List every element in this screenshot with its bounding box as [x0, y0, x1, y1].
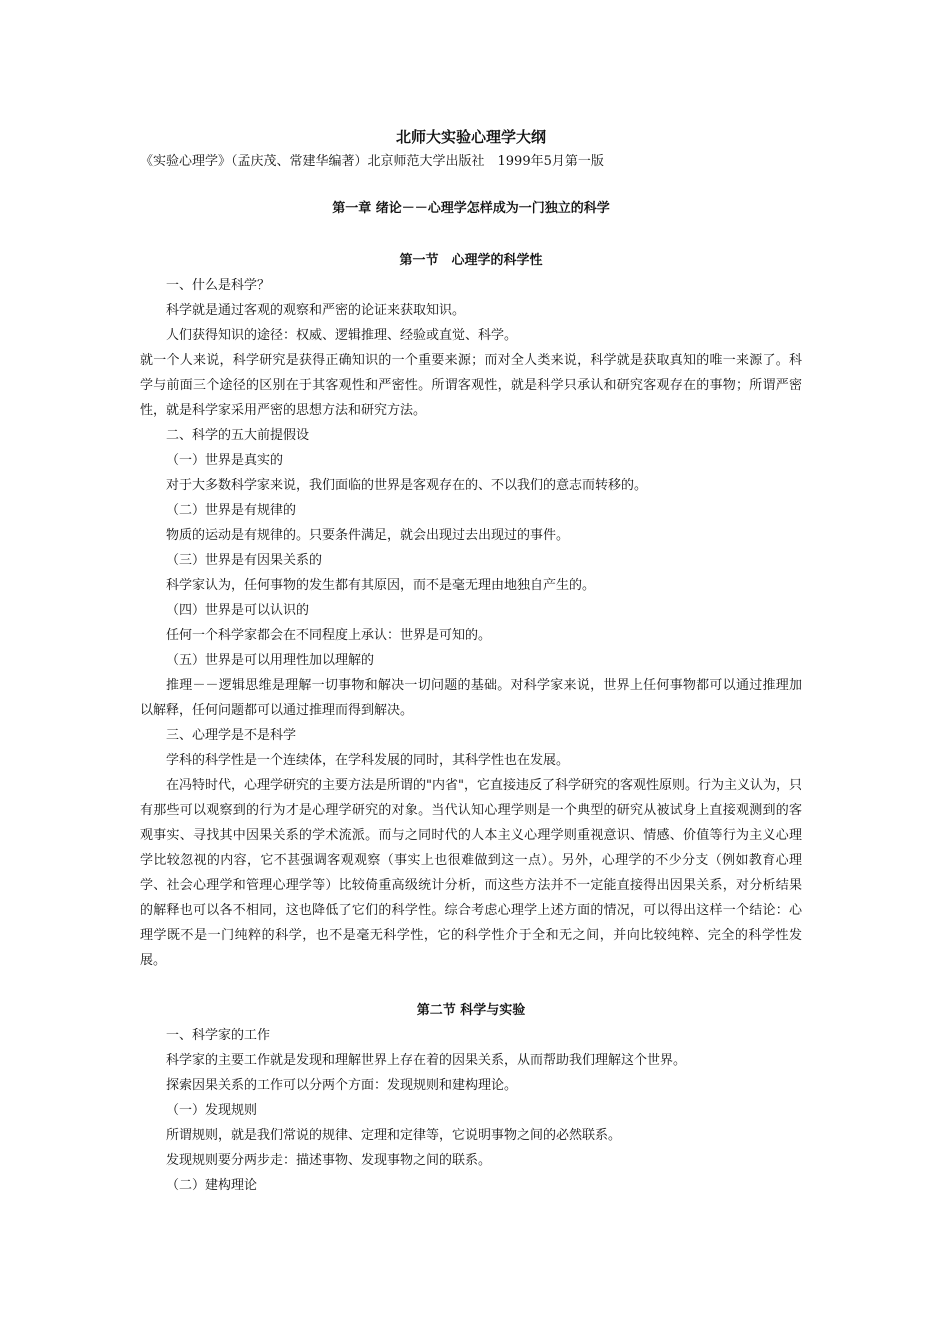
chapter-heading: 第一章 绪论－－心理学怎样成为一门独立的科学: [332, 201, 610, 216]
section-heading-1: 第一节 心理学的科学性: [399, 253, 543, 268]
paragraph: 一、什么是科学？: [166, 278, 271, 293]
document-page: [140, 120, 802, 1198]
paragraph: 科学就是通过客观的观察和严密的论证来获取知识。: [166, 303, 466, 318]
paragraph: 在冯特时代，心理学研究的主要方法是所谓的"内省"，它直接违反了科学研究的客观性原则。行为主义认为，只有那些可以观察到的行为才是心理学研究的对象。当代认知心理学则是一个典型的研究从被试身上直接观测到的客观事实、寻找其中因果关系的学术流派。而与之同时代的人本主义心理学则重视意识、情感、价值等行为主义心理学比较忽视的内容，它不甚强调客观观察（事实上也很难做到这一点）。另外，心理学的不少分支（例如教育心理学、社会心理学和管理心理学等）比较倚重高级统计分析，而这些方法并不一定能直接得出因果关系，对分析结果的解释也可以各不相同，这也降低了它们的科学性。综合考虑心理学上述方面的情况，可以得出这样一个结论：心理学既不是一门纯粹的科学，也不是毫无科学性，它的科学性介于全和无之间，并向比较纯粹、完全的科学性发展。: [140, 778, 802, 968]
paragraph: 学科的科学性是一个连续体，在学科发展的同时，其科学性也在发展。: [166, 753, 570, 768]
paragraph: 推理－－逻辑思维是理解一切事物和解决一切问题的基础。对科学家来说，世界上任何事物都可以通过推理加以解释，任何问题都可以通过推理而得到解决。: [140, 678, 802, 718]
paragraph: 科学家的主要工作就是发现和理解世界上存在着的因果关系，从而帮助我们理解这个世界。: [166, 1053, 687, 1068]
paragraph: 人们获得知识的途径：权威、逻辑推理、经验或直觉、科学。: [166, 328, 518, 343]
paragraph: （五）世界是可以用理性加以理解的: [166, 653, 375, 668]
paragraph: 发现规则要分两步走：描述事物、发现事物之间的联系。: [166, 1153, 492, 1168]
section-2-body: [140, 1023, 802, 1198]
paragraph: 对于大多数科学家来说，我们面临的世界是客观存在的、不以我们的意志而转移的。: [166, 478, 648, 493]
paragraph: （一）发现规则: [166, 1103, 258, 1118]
paragraph: 探索因果关系的工作可以分两个方面：发现规则和建构理论。: [166, 1078, 518, 1093]
paragraph: （四）世界是可以认识的: [166, 603, 310, 618]
paragraph: 科学家认为，任何事物的发生都有其原因，而不是毫无理由地独自产生的。: [166, 578, 596, 593]
paragraph: （二）世界是有规律的: [166, 503, 297, 518]
section-1-body: [140, 273, 802, 973]
document-title: 北师大实验心理学大纲: [395, 128, 546, 146]
paragraph: 物质的运动是有规律的。只要条件满足，就会出现过去出现过的事件。: [166, 528, 570, 543]
paragraph: 二、科学的五大前提假设: [166, 428, 310, 443]
paragraph: 三、心理学是不是科学: [166, 728, 297, 743]
paragraph: （一）世界是真实的: [166, 453, 284, 468]
paragraph: （二）建构理论: [166, 1178, 258, 1193]
paragraph: 任何一个科学家都会在不同程度上承认：世界是可知的。: [166, 628, 492, 643]
paragraph: （三）世界是有因果关系的: [166, 553, 323, 568]
paragraph: 一、科学家的工作: [166, 1028, 271, 1043]
document-subtitle: 《实验心理学》（孟庆茂、常建华编著）北京师范大学出版社 1999年5月第一版: [140, 154, 604, 169]
paragraph: 所谓规则，就是我们常说的规律、定理和定律等，它说明事物之间的必然联系。: [166, 1128, 622, 1143]
section-heading-2: 第二节 科学与实验: [416, 1003, 526, 1018]
paragraph: 就一个人来说，科学研究是获得正确知识的一个重要来源；而对全人类来说，科学就是获取真知的唯一来源了。科学与前面三个途径的区别在于其客观性和严密性。所谓客观性，就是科学只承认和研究客观存在的事物；所谓严密性，就是科学家采用严密的思想方法和研究方法。: [140, 353, 802, 418]
